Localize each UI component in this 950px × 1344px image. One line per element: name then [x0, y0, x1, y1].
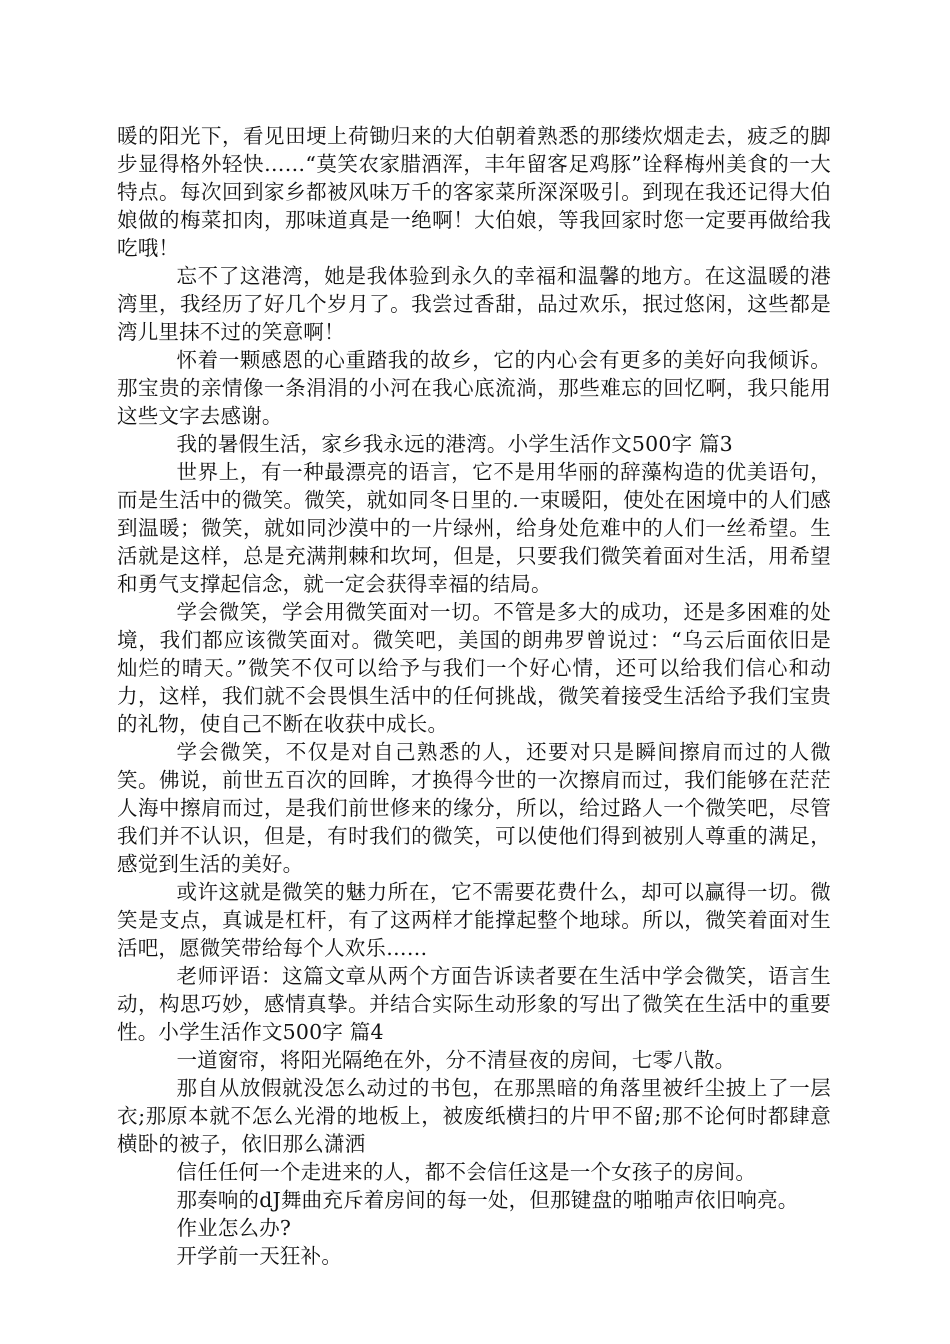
paragraph: 暖的阳光下，看见田埂上荷锄归来的大伯朝着熟悉的那缕炊烟走去，疲乏的脚步显得格外轻快……“莫笑农家腊酒浑，丰年留客足鸡豚”诠释梅州美食的一大特点。每次回到家乡都被风味万千的客家菜所深深吸引。到现在我还记得大伯娘做的梅菜扣肉，那味道真是一绝啊！大伯娘，等我回家时您一定要再做给我吃哦！ [117, 124, 831, 260]
paragraph: 那自从放假就没怎么动过的书包，在那黑暗的角落里被纤尘披上了一层衣;那原本就不怎么光滑的地板上，被废纸横扫的片甲不留;那不论何时都肆意横卧的被子，依旧那么潇洒 [117, 1076, 831, 1156]
teacher-comment: 老师评语：这篇文章从两个方面告诉读者要在生活中学会微笑，语言生动，构思巧妙，感情真挚。并结合实际生动形象的写出了微笑在生活中的重要性。小学生活作文500字 篇4 [117, 964, 831, 1044]
paragraph: 或许这就是微笑的魅力所在，它不需要花费什么，却可以赢得一切。微笑是支点，真诚是杠杆，有了这两样才能撑起整个地球。所以，微笑着面对生活吧，愿微笑带给每个人欢乐…… [117, 880, 831, 960]
paragraph: 作业怎么办? [176, 1216, 292, 1240]
paragraph: 那奏响的dJ舞曲充斥着房间的每一处，但那键盘的啪啪声依旧响亮。 [176, 1188, 799, 1212]
paragraph: 学会微笑，学会用微笑面对一切。不管是多大的成功，还是多困难的处境，我们都应该微笑面对。微笑吧，美国的朗弗罗曾说过：“乌云后面依旧是灿烂的晴天。”微笑不仅可以给予与我们一个好心情，还可以给我们信心和动力，这样，我们就不会畏惧生活中的任何挑战，微笑着接受生活给予我们宝贵的礼物，使自己不断在收获中成长。 [117, 600, 831, 736]
paragraph: 世界上，有一种最漂亮的语言，它不是用华丽的辞藻构造的优美语句，而是生活中的微笑。微笑，就如同冬日里的.一束暖阳，使处在困境中的人们感到温暖；微笑，就如同沙漠中的一片绿州，给身处危难中的人们一丝希望。生活就是这样，总是充满荆棘和坎坷，但是，只要我们微笑着面对生活，用希望和勇气支撑起信念，就一定会获得幸福的结局。 [117, 460, 831, 596]
paragraph: 开学前一天狂补。 [176, 1244, 343, 1268]
section-heading: 我的暑假生活，家乡我永远的港湾。小学生活作文500字 篇3 [176, 432, 733, 456]
paragraph: 信任任何一个走进来的人，都不会信任这是一个女孩子的房间。 [176, 1160, 757, 1184]
paragraph: 学会微笑，不仅是对自己熟悉的人，还要对只是瞬间擦肩而过的人微笑。佛说，前世五百次的回眸，才换得今世的一次擦肩而过，我们能够在茫茫人海中擦肩而过，是我们前世修来的缘分，所以，给过路人一个微笑吧，尽管我们并不认识，但是，有时我们的微笑，可以使他们得到被别人尊重的满足，感觉到生活的美好。 [117, 740, 831, 876]
paragraph: 忘不了这港湾，她是我体验到永久的幸福和温馨的地方。在这温暖的港湾里，我经历了好几个岁月了。我尝过香甜，品过欢乐，抿过悠闲，这些都是湾儿里抹不过的笑意啊！ [117, 264, 831, 344]
paragraph: 怀着一颗感恩的心重踏我的故乡，它的内心会有更多的美好向我倾诉。那宝贵的亲情像一条涓涓的小河在我心底流淌，那些难忘的回忆啊，我只能用这些文字去感谢。 [117, 348, 831, 428]
document-body [117, 122, 831, 1270]
paragraph: 一道窗帘，将阳光隔绝在外，分不清昼夜的房间，七零八散。 [176, 1048, 736, 1072]
